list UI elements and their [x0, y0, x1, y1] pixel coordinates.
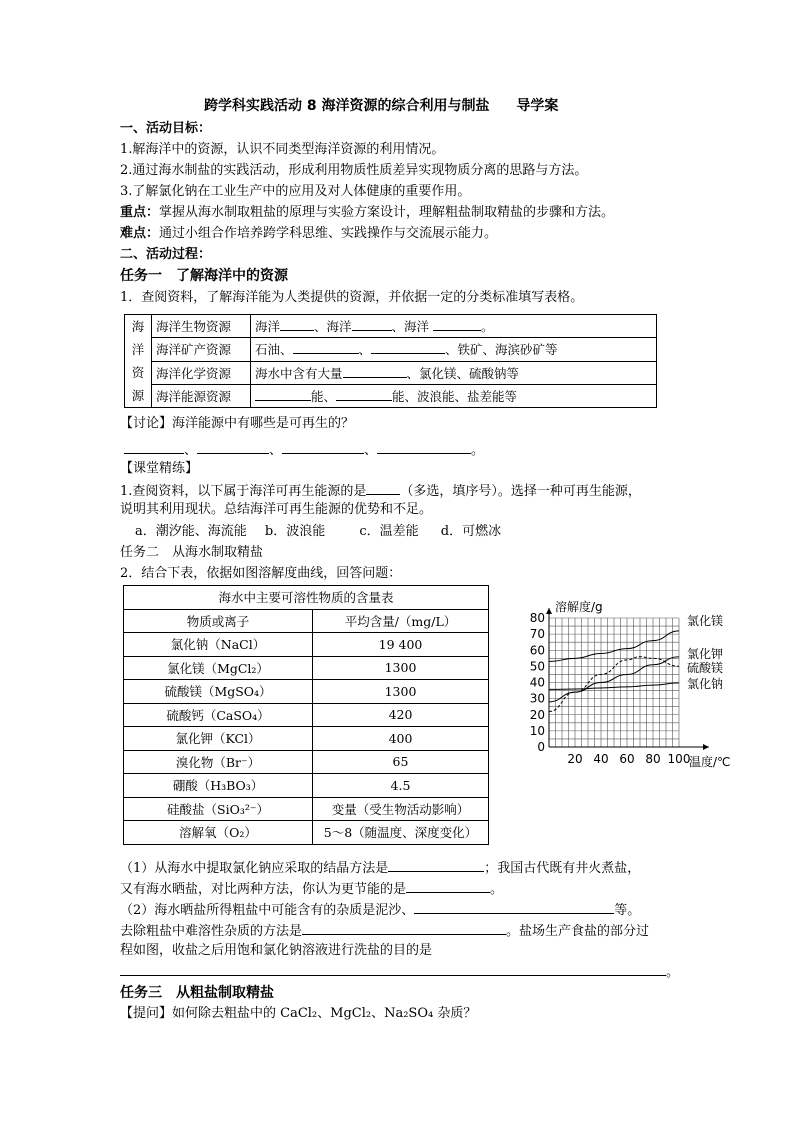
blank-field[interactable]: [293, 340, 359, 354]
question-2: 2．结合下表，依据如图溶解度曲线，回答问题：: [120, 566, 402, 581]
task3-heading: 任务三 从粗盐制取精盐: [120, 985, 274, 1001]
fill-text: 、氯化镁、硫酸钠等: [406, 365, 520, 381]
difficult-text: 通过小组合作培养跨学科思维、实践操作与交流展示能力。: [159, 226, 498, 241]
x-tick-label: 20: [567, 752, 583, 766]
practice-options: [135, 523, 501, 541]
section-process-heading: 二、活动过程：: [120, 247, 212, 262]
content: 1300: [313, 680, 489, 704]
content: 5～8（随温度、深度变化）: [313, 821, 489, 845]
x-tick-label: 60: [619, 752, 635, 766]
table-row: [124, 633, 489, 657]
substance: 溴化物（Br⁻）: [124, 750, 313, 774]
resource-fill-row: [251, 384, 657, 407]
blank-field[interactable]: [197, 440, 269, 454]
solubility-chart: [518, 596, 768, 786]
section-goals-heading: 一、活动目标：: [120, 121, 212, 136]
fill-text: 、: [358, 342, 372, 358]
fill-text: 能、: [311, 388, 337, 404]
table-row: [124, 750, 489, 774]
table-row: [124, 727, 489, 751]
title-text: 跨学科实践活动 8 海洋资源的综合利用与制盐: [204, 98, 490, 114]
y-tick-label: 20: [529, 707, 545, 722]
fill-text: 、海洋: [391, 319, 430, 335]
q2-part2: [120, 900, 640, 920]
blank-field[interactable]: [377, 440, 471, 454]
table-caption: 海水中主要可溶性物质的含量表: [124, 586, 489, 610]
fill-text: 、海洋: [314, 319, 352, 335]
fill-text: 、铁矿、海滨砂矿等: [445, 342, 558, 358]
table-row: [124, 797, 489, 821]
fill-text: 石油、: [255, 342, 293, 358]
option-d: d．可燃冰: [440, 524, 502, 539]
q-text: 又有海水晒盐，对比两种方法，你认为更节能的是: [120, 882, 407, 897]
practice-1: [120, 481, 641, 501]
q-text: （2）海水晒盐所得粗盐中可能含有的杂质是泥沙、: [120, 903, 415, 918]
title-tag: 导学案: [516, 98, 559, 114]
q-text: 。: [666, 965, 680, 980]
resource-name: 海洋化学资源: [152, 361, 251, 384]
content: 19 400: [313, 633, 489, 657]
blank-field[interactable]: [433, 317, 481, 331]
task2-heading: 任务二 从海水制取精盐: [120, 545, 264, 560]
fill-text: 海水中含有大量: [255, 365, 343, 381]
answer-blank[interactable]: [302, 921, 506, 935]
substance: 氯化钾（KCl）: [124, 727, 313, 751]
table-row: [124, 703, 489, 727]
q2-part1: [120, 858, 640, 878]
content: 1300: [313, 656, 489, 680]
table-row: [124, 821, 489, 845]
question-1: 1．查阅资料，了解海洋能为人类提供的资源，并依据一定的分类标准填写表格。: [120, 290, 584, 305]
y-tick-label: 70: [529, 627, 545, 642]
y-tick-label: 50: [529, 659, 545, 674]
table-row: [124, 656, 489, 680]
substance: 硫酸镁（MgSO₄）: [124, 680, 313, 704]
content: 400: [313, 727, 489, 751]
y-tick-label: 10: [529, 723, 545, 738]
practice-text: 1.查阅资料，以下属于海洋可再生能源的是: [120, 484, 367, 499]
difficult-label: 难点：: [120, 226, 160, 241]
column-header: 物质或离子: [124, 609, 313, 633]
long-answer-line: [120, 962, 679, 982]
y-tick-label: 60: [529, 643, 545, 658]
answer-blank[interactable]: [414, 900, 614, 914]
group-char: 源: [131, 388, 145, 403]
substance: 氯化镁（MgCl₂）: [124, 656, 313, 680]
option-b: b．波浪能: [264, 524, 326, 539]
discussion-blanks: [124, 440, 484, 460]
substance: 氯化钠（NaCl）: [124, 633, 313, 657]
resource-fill-row: [251, 338, 657, 361]
goal-2: 2.通过海水制盐的实践活动，形成利用物质性质差异实现物质分离的思路与方法。: [120, 163, 588, 178]
group-char: 洋: [131, 342, 145, 357]
substance: 溶解氧（O₂）: [124, 821, 313, 845]
q-text: ；我国古代既有井火煮盐，: [484, 861, 641, 876]
content: 65: [313, 750, 489, 774]
group-char: 海: [131, 319, 145, 334]
seawater-content-table: [123, 585, 489, 845]
page-title: [204, 97, 558, 115]
question-ask: 【提问】如何除去粗盐中的 CaCl₂、MgCl₂、Na₂SO₄ 杂质？: [120, 1006, 477, 1021]
substance: 硫酸钙（CaSO₄）: [124, 703, 313, 727]
content: 4.5: [313, 774, 489, 798]
x-tick-label: 80: [645, 752, 661, 766]
q-text: （1）从海水中提取氯化钠应采取的结晶方法是: [120, 861, 389, 876]
key-label: 重点：: [120, 205, 160, 220]
blank-field[interactable]: [336, 387, 392, 401]
x-tick-label: 100: [667, 752, 691, 766]
blank-field[interactable]: [280, 317, 314, 331]
q2-part2-cont: [120, 921, 649, 941]
blank-field[interactable]: [352, 317, 392, 331]
content: 420: [313, 703, 489, 727]
content: 变量（受生物活动影响）: [313, 797, 489, 821]
practice-text: （多选，填序号）。选择一种可再生能源，: [400, 484, 641, 499]
answer-blank[interactable]: [406, 879, 490, 893]
resource-fill-row: [251, 361, 657, 384]
option-a: a．潮汐能、海流能: [135, 524, 247, 539]
q-text: 。盐场生产食盐的部分过: [506, 924, 650, 939]
goal-3: 3.了解氯化钠在工业生产中的应用及对人体健康的重要作用。: [120, 184, 471, 199]
difficult-point: [120, 225, 497, 243]
discussion-question: 【讨论】海洋能源中有哪些是可再生的？: [120, 416, 355, 431]
resource-name: 海洋能源资源: [152, 384, 251, 407]
x-tick-label: 40: [593, 752, 609, 766]
q2-part1-cont: [120, 879, 503, 899]
q-text: 。: [490, 882, 504, 897]
task1-heading: 任务一 了解海洋中的资源: [120, 268, 288, 284]
answer-blank[interactable]: [120, 962, 666, 976]
substance: 硅酸盐（SiO₃²⁻）: [124, 797, 313, 821]
column-header: 平均含量/（mg/L）: [313, 609, 489, 633]
series-label: 氯化镁: [687, 614, 724, 628]
y-axis-label: 溶解度/g: [555, 600, 603, 614]
key-text: 掌握从海水制取粗盐的原理与实验方案设计，理解粗盐制取精盐的步骤和方法。: [159, 205, 615, 220]
series-label: 氯化钠: [687, 677, 724, 691]
q2-part2-cont2: 程如图，收盐之后用饱和氯化钠溶液进行洗盐的目的是: [120, 943, 433, 958]
table-row: [124, 680, 489, 704]
sep: 。: [471, 443, 485, 458]
q-text: 等。: [614, 903, 641, 918]
blank-field[interactable]: [282, 440, 364, 454]
blank-field[interactable]: [371, 340, 445, 354]
resource-group-cell: [125, 315, 152, 408]
blank-field[interactable]: [255, 387, 311, 401]
table-row: [124, 774, 489, 798]
resource-name: 海洋生物资源: [152, 315, 251, 338]
goal-1: 1.解海洋中的资源，认识不同类型海洋资源的利用情况。: [120, 142, 445, 157]
option-c: c．温差能: [359, 524, 419, 539]
sep: 、: [364, 443, 378, 458]
resource-fill-row: [251, 315, 657, 338]
practice-1-cont: 说明其利用现状。总结海洋可再生能源的优势和不足。: [120, 502, 433, 517]
y-axis-arrow: [546, 608, 552, 614]
resource-name: 海洋矿产资源: [152, 338, 251, 361]
sep: 、: [269, 443, 283, 458]
fill-text: 能、波浪能、盐差能等: [392, 388, 518, 404]
blank-field[interactable]: [124, 440, 184, 454]
resource-table: [124, 314, 657, 408]
y-tick-label: 30: [529, 691, 545, 706]
blank-field[interactable]: [343, 364, 407, 378]
group-char: 资: [131, 365, 145, 380]
substance: 硼酸（H₃BO₃）: [124, 774, 313, 798]
x-axis-label: 温度/℃: [689, 755, 731, 769]
y-tick-label: 0: [537, 740, 545, 754]
practice-heading: 【课堂精练】: [120, 461, 199, 476]
key-point: [120, 204, 614, 222]
series-label: 氯化钾: [687, 647, 724, 661]
answer-blank[interactable]: [388, 858, 484, 872]
fill-text: 海洋: [255, 319, 281, 335]
fill-text: 。: [481, 319, 494, 335]
y-tick-label: 40: [529, 675, 545, 690]
series-label: 硫酸镁: [687, 661, 724, 675]
y-tick-label: 80: [529, 611, 545, 625]
sep: 、: [184, 443, 198, 458]
answer-blank[interactable]: [366, 481, 400, 495]
x-axis-arrow: [703, 744, 709, 750]
q-text: 去除粗盐中难溶性杂质的方法是: [120, 924, 303, 939]
